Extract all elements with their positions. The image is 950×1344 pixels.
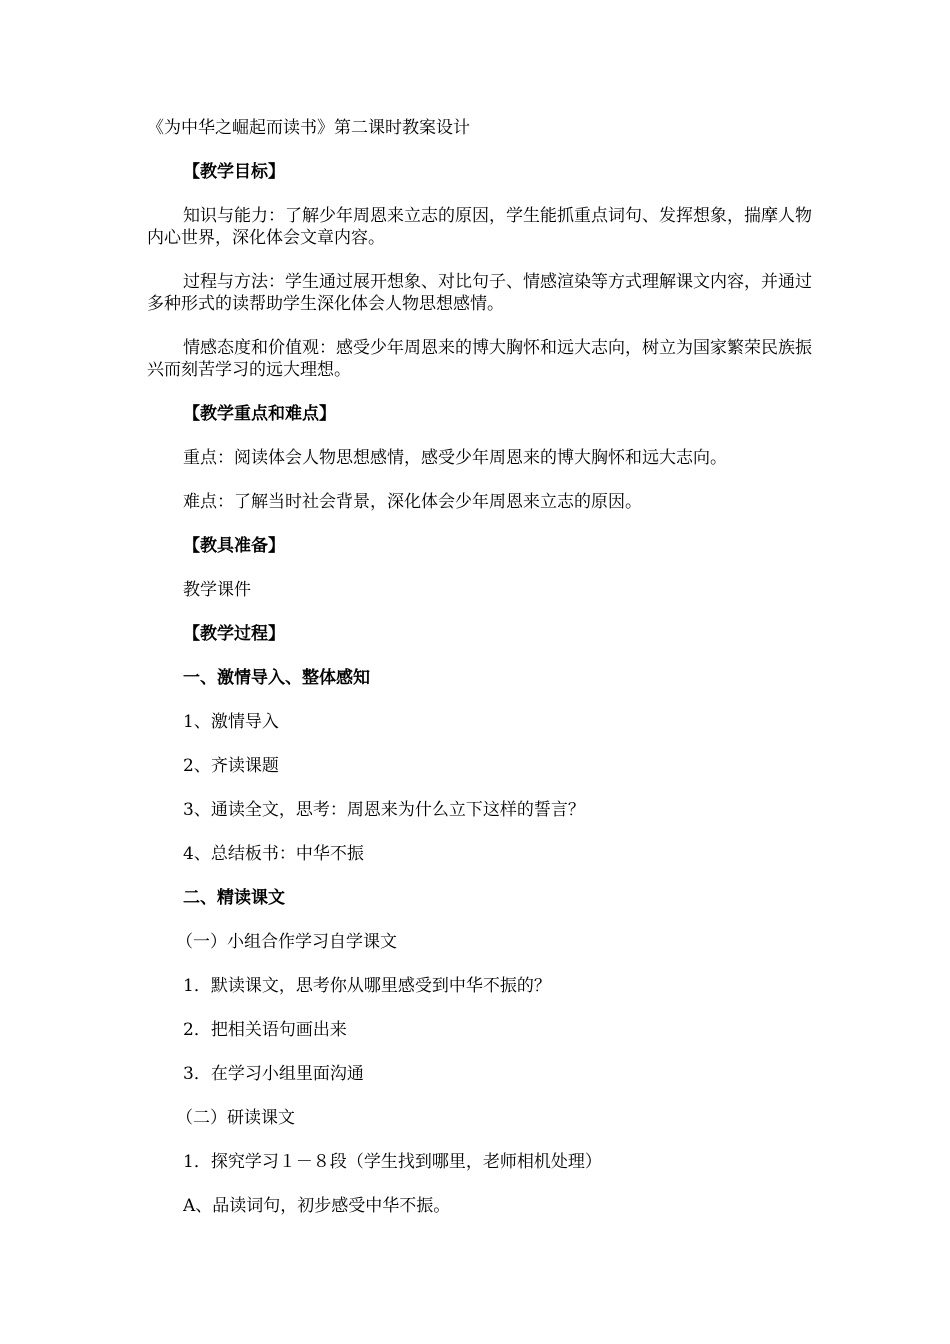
section-heading-tools: 【教具准备】	[183, 536, 285, 556]
paragraph-difficult-point: 难点：了解当时社会背景，深化体会少年周恩来立志的原因。	[183, 492, 642, 512]
document-title: 《为中华之崛起而读书》第二课时教案设计	[147, 118, 470, 138]
paragraph-goal-emotion: 情感态度和价值观：感受少年周恩来的博大胸怀和远大志向，树立为国家繁荣民族振兴而刻苦学习的远大理想。	[147, 338, 812, 380]
list-item: 1、激情导入	[183, 712, 279, 732]
section-heading-goals: 【教学目标】	[183, 162, 285, 182]
paragraph-tools: 教学课件	[183, 580, 251, 600]
list-item: 2．把相关语句画出来	[183, 1020, 347, 1040]
list-item: 1．探究学习１－８段（学生找到哪里，老师相机处理）	[183, 1152, 602, 1172]
part-heading-2: 二、精读课文	[183, 888, 285, 908]
list-item: 3．在学习小组里面沟通	[183, 1064, 364, 1084]
list-item: 2、齐读课题	[183, 756, 279, 776]
list-item: A、品读词句，初步感受中华不振。	[183, 1196, 451, 1216]
paragraph-goal-process: 过程与方法：学生通过展开想象、对比句子、情感渲染等方式理解课文内容，并通过多种形式的读帮助学生深化体会人物思想感情。	[147, 272, 812, 314]
subsection-heading-1: （一）小组合作学习自学课文	[176, 932, 397, 952]
paragraph-key-point: 重点：阅读体会人物思想感情，感受少年周恩来的博大胸怀和远大志向。	[183, 448, 727, 468]
section-heading-key-points: 【教学重点和难点】	[183, 404, 336, 424]
subsection-heading-2: （二）研读课文	[176, 1108, 295, 1128]
paragraph-goal-knowledge: 知识与能力：了解少年周恩来立志的原因，学生能抓重点词句、发挥想象，揣摩人物内心世界，深化体会文章内容。	[147, 206, 812, 248]
list-item: 3、通读全文，思考：周恩来为什么立下这样的誓言？	[183, 800, 585, 820]
list-item: 4、总结板书：中华不振	[183, 844, 364, 864]
part-heading-1: 一、激情导入、整体感知	[183, 668, 370, 688]
list-item: 1．默读课文，思考你从哪里感受到中华不振的？	[183, 976, 551, 996]
section-heading-process: 【教学过程】	[183, 624, 285, 644]
